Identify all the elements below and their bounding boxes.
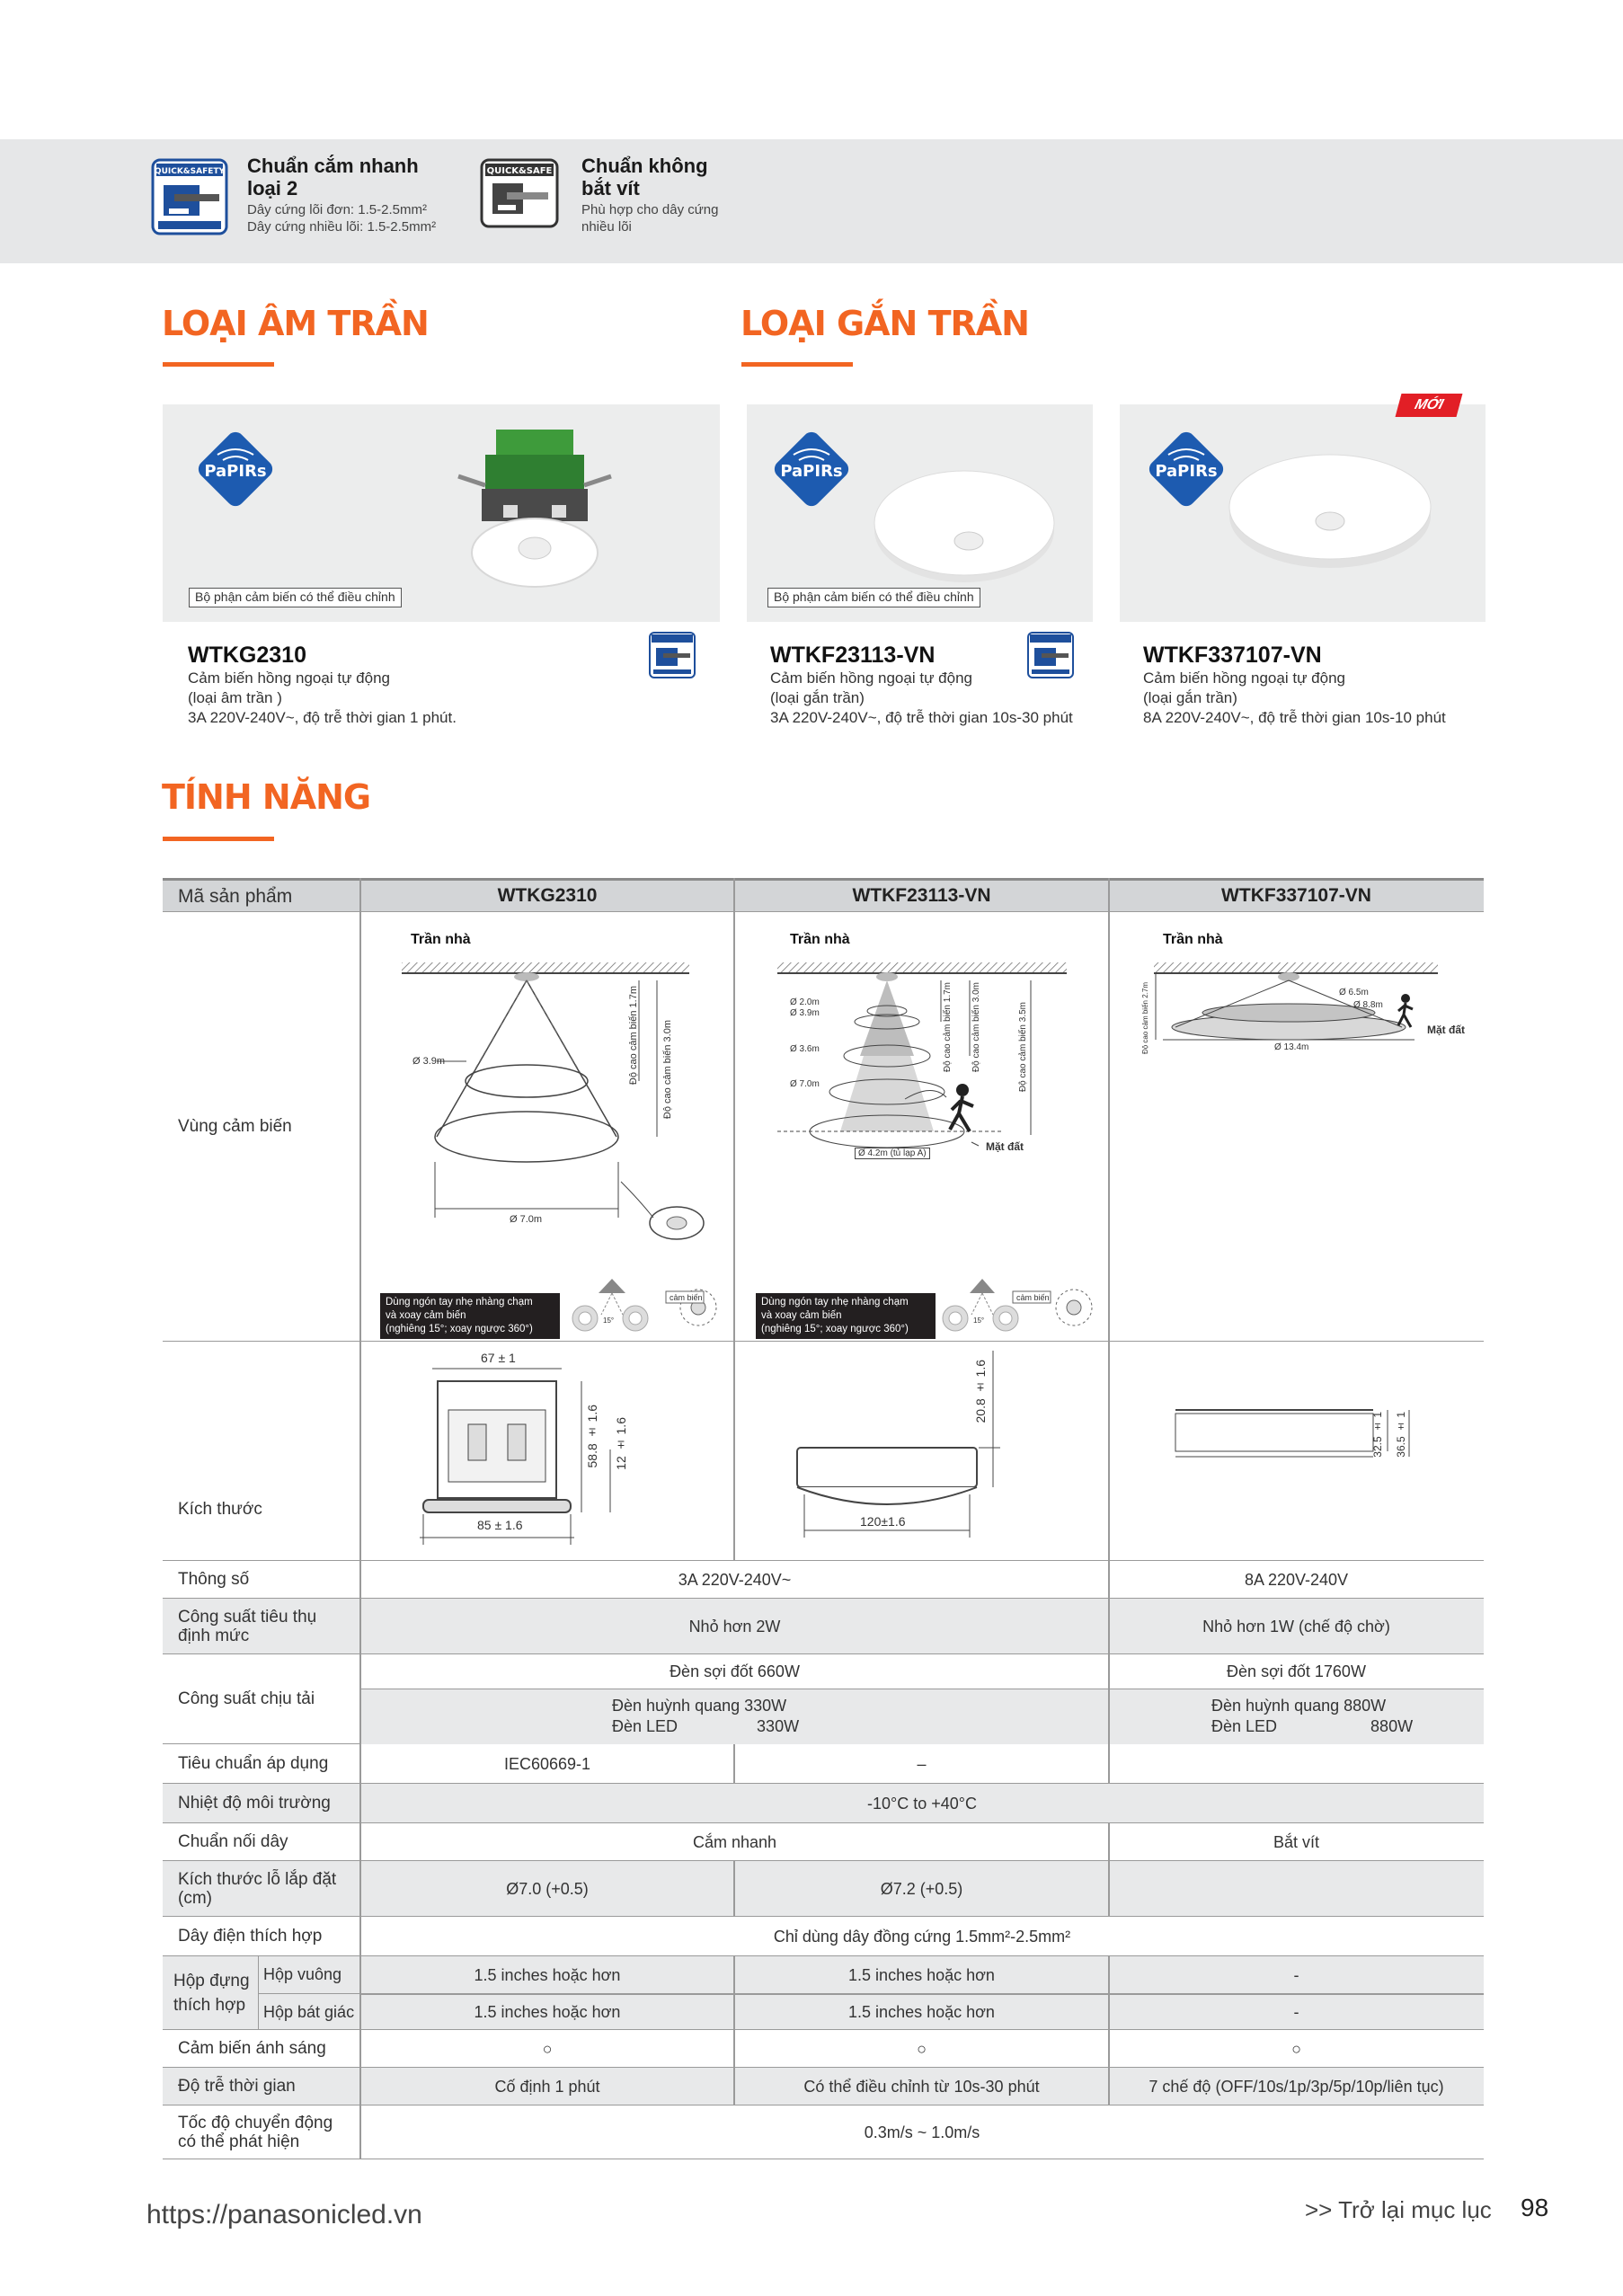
radius-label: Ø 6.5m bbox=[1339, 988, 1369, 997]
box-type-octagonal: Hộp bát giác bbox=[258, 1993, 360, 2030]
column-divider bbox=[733, 878, 735, 1561]
column-divider bbox=[1108, 1823, 1110, 1917]
svg-text:PaPIRs: PaPIRs bbox=[1155, 462, 1218, 481]
page-number: 98 bbox=[1521, 2194, 1549, 2221]
badge1-title: Chuẩn cắm nhanh loại 2 bbox=[247, 155, 419, 199]
column-divider bbox=[1108, 878, 1110, 1784]
back-to-contents-link[interactable]: >> Trở lại mục lục bbox=[1305, 2196, 1492, 2223]
row-spec bbox=[163, 1561, 1484, 1599]
radius-label: Ø 7.0m bbox=[510, 1214, 543, 1225]
row-label: Công suất tiêu thụ định mức bbox=[178, 1607, 317, 1645]
table-header bbox=[163, 878, 1484, 912]
row-label: Độ trễ thời gian bbox=[178, 2077, 296, 2096]
header-col-3: WTKF337107-VN bbox=[1221, 885, 1371, 906]
product-desc: Cảm biến hồng ngoại tự động (loại gắn trần) 3A 220V-240V~, độ trễ thời gian 10s-30 phút bbox=[770, 669, 1073, 726]
cell-value: 1.5 inches hoặc hơn bbox=[474, 2002, 621, 2021]
dim-label: 20.8 ± 1.6 bbox=[973, 1360, 988, 1423]
height-label: Độ cao cảm biến 3.0m bbox=[662, 1020, 673, 1120]
row-temperature bbox=[163, 1784, 1484, 1823]
cell-value: – bbox=[917, 1754, 927, 1773]
product-image-recessed-sensor bbox=[431, 422, 638, 593]
cell-value: Đèn huỳnh quang 880W Đèn LED 880W bbox=[1211, 1697, 1414, 1735]
sensing-diagram-wtkf337107 bbox=[1109, 912, 1484, 1342]
radius-label: Ø 7.0m bbox=[790, 1079, 820, 1089]
header-label: Mã sản phẩm bbox=[178, 885, 293, 907]
row-connection bbox=[163, 1823, 1484, 1861]
cell-value: 7 chế độ (OFF/10s/1p/3p/5p/10p/liên tục) bbox=[1149, 2077, 1444, 2096]
row-rated-power bbox=[163, 1599, 1484, 1654]
height-label: Độ cao cảm biến 3.0m bbox=[971, 982, 981, 1073]
svg-text:PaPIRs: PaPIRs bbox=[204, 462, 267, 481]
product-name: WTKF23113-VN bbox=[770, 643, 936, 668]
row-box bbox=[163, 1956, 1484, 2030]
papirs-logo bbox=[1141, 424, 1231, 514]
section-underline bbox=[163, 837, 274, 841]
cell-value: ○ bbox=[917, 2039, 927, 2058]
cell-value: - bbox=[1293, 1965, 1299, 1984]
svg-text:QUICK&SAFE: QUICK&SAFE bbox=[486, 166, 553, 176]
dim-label: 32.5 ± 1 bbox=[1371, 1412, 1384, 1458]
cell-value: ○ bbox=[542, 2039, 553, 2058]
radius-label: Ø 3.9m bbox=[412, 1056, 446, 1067]
product-name: WTKG2310 bbox=[188, 643, 306, 668]
cell-value: Nhỏ hơn 2W bbox=[688, 1617, 781, 1636]
dim-label: 12 ± 1.6 bbox=[614, 1417, 628, 1470]
row-wire bbox=[163, 1917, 1484, 1956]
dim-label: 58.8 ± 1.6 bbox=[585, 1405, 599, 1468]
row-sensing-zone bbox=[163, 912, 1484, 1342]
dim-label: 85 ± 1.6 bbox=[477, 1518, 523, 1532]
cell-value: 1.5 inches hoặc hơn bbox=[848, 2002, 995, 2021]
ground-label: Mặt đất bbox=[1427, 1024, 1465, 1036]
cell-value: IEC60669-1 bbox=[503, 1754, 591, 1773]
row-label: Công suất chịu tải bbox=[178, 1689, 315, 1708]
cell-value: -10°C to +40°C bbox=[867, 1794, 977, 1813]
cell-value: Bắt vít bbox=[1273, 1832, 1320, 1851]
dim-label: 36.5 ± 1 bbox=[1395, 1412, 1407, 1458]
cell-value: Đèn huỳnh quang 330W Đèn LED 330W bbox=[612, 1697, 800, 1735]
row-label: Cảm biến ánh sáng bbox=[178, 2039, 326, 2058]
column-divider bbox=[1108, 1956, 1110, 2105]
column-divider bbox=[733, 1744, 735, 1784]
badge2-title: Chuẩn không bắt vít bbox=[581, 155, 708, 199]
cell-value: 1.5 inches hoặc hơn bbox=[848, 1965, 995, 1984]
row-label: Vùng cảm biến bbox=[178, 1117, 292, 1136]
cell-value: Đèn sợi đốt 1760W bbox=[1227, 1662, 1366, 1680]
column-divider bbox=[733, 1956, 735, 2105]
sensor-label: cảm biến bbox=[670, 1293, 703, 1302]
website-link[interactable]: https://panasonicled.vn bbox=[146, 2200, 422, 2230]
new-badge: MỚI bbox=[1396, 394, 1463, 417]
rotation-note: Dùng ngón tay nhẹ nhàng chạm và xoay cảm biến (nghiêng 15°; xoay ngược 360°) bbox=[756, 1293, 936, 1339]
feature-band bbox=[0, 139, 1623, 263]
height-label: Độ cao cảm biến 3.5m bbox=[1018, 1002, 1028, 1093]
height-label: Độ cao cảm biến 1.7m bbox=[943, 982, 953, 1073]
dim-label: 120±1.6 bbox=[860, 1514, 906, 1529]
dimension-drawing-wtkf23113 bbox=[734, 1342, 1109, 1561]
row-dimensions bbox=[163, 1342, 1484, 1561]
row-label: Kích thước bbox=[178, 1500, 262, 1519]
quick-safe-icon bbox=[480, 158, 559, 228]
section-title-features: TÍNH NĂNG bbox=[162, 777, 371, 817]
papirs-logo bbox=[767, 424, 856, 514]
cell-value: Nhỏ hơn 1W (chế độ chờ) bbox=[1202, 1617, 1390, 1636]
sensing-diagram-wtkf23113 bbox=[734, 912, 1109, 1342]
row-delay bbox=[163, 2068, 1484, 2105]
row-standard bbox=[163, 1744, 1484, 1784]
row-label: Dây điện thích hợp bbox=[178, 1927, 323, 1946]
product-image-surface-sensor-large bbox=[1224, 439, 1436, 573]
radius-label: Ø 2.0m bbox=[790, 997, 820, 1007]
radius-label: Ø 3.9m bbox=[790, 1008, 820, 1018]
section-underline bbox=[741, 362, 853, 367]
cell-value: 8A 220V-240V bbox=[1244, 1570, 1349, 1589]
radius-label: Ø 3.6m bbox=[790, 1044, 820, 1054]
row-label: Tốc độ chuyển động có thể phát hiện bbox=[178, 2113, 333, 2151]
dimension-drawing-wtkf337107 bbox=[1109, 1342, 1484, 1561]
product-image-surface-sensor bbox=[870, 460, 1059, 586]
radius-label: Ø 8.8m bbox=[1353, 1000, 1383, 1010]
ceiling-label: Trần nhà bbox=[790, 932, 850, 947]
product-name: WTKF337107-VN bbox=[1143, 643, 1322, 668]
product-desc: Cảm biến hồng ngoại tự động (loại âm trần ) 3A 220V-240V~, độ trễ thời gian 1 phút. bbox=[188, 669, 457, 726]
quick-safety-icon bbox=[1027, 632, 1074, 678]
sensing-diagram-wtkg2310 bbox=[360, 912, 734, 1342]
angle-label: 15° bbox=[603, 1316, 615, 1325]
cell-value: 3A 220V-240V~ bbox=[678, 1570, 792, 1589]
box-type-square: Hộp vuông bbox=[258, 1956, 360, 1993]
papirs-logo bbox=[191, 424, 280, 514]
section-underline bbox=[163, 362, 274, 367]
product-desc: Cảm biến hồng ngoại tự động (loại gắn trần) 8A 220V-240V~, độ trễ thời gian 10s-10 phút bbox=[1143, 669, 1446, 726]
cell-value: Chỉ dùng dây đồng cứng 1.5mm²-2.5mm² bbox=[773, 1927, 1071, 1946]
cell-value: 0.3m/s ~ 1.0m/s bbox=[864, 2123, 980, 2141]
svg-text:QUICK&SAFETY: QUICK&SAFETY bbox=[154, 167, 226, 176]
badge1-desc: Dây cứng lõi đơn: 1.5-2.5mm² Dây cứng nhiều lõi: 1.5-2.5mm² bbox=[247, 202, 437, 235]
row-hole-size bbox=[163, 1861, 1484, 1917]
row-load-capacity bbox=[163, 1654, 1484, 1744]
row-label: Hộp đựng thích hợp bbox=[173, 1972, 250, 2015]
header-col-2: WTKF23113-VN bbox=[852, 885, 991, 906]
cell-value: - bbox=[1293, 2002, 1299, 2021]
radius-label: Ø 13.4m bbox=[1274, 1042, 1309, 1052]
dimension-drawing-wtkg2310 bbox=[360, 1342, 734, 1561]
angle-label: 15° bbox=[973, 1316, 985, 1325]
row-label: Chuẩn nối dây bbox=[178, 1832, 288, 1851]
header-col-1: WTKG2310 bbox=[497, 885, 598, 906]
row-label: Nhiệt độ môi trường bbox=[178, 1794, 331, 1813]
row-label: Thông số bbox=[178, 1570, 250, 1589]
cell-value: Cắm nhanh bbox=[692, 1832, 777, 1851]
section-title-recessed: LOẠI ÂM TRẦN bbox=[162, 304, 429, 343]
row-speed bbox=[163, 2105, 1484, 2159]
section-title-surface: LOẠI GẮN TRẦN bbox=[741, 304, 1029, 343]
cell-value: 1.5 inches hoặc hơn bbox=[474, 1965, 621, 1984]
adjustable-sensor-label: Bộ phận cảm biến có thể điều chỉnh bbox=[767, 588, 980, 607]
cell-value: Có thể điều chỉnh từ 10s-30 phút bbox=[803, 2077, 1040, 2096]
rotation-note: Dùng ngón tay nhẹ nhàng chạm và xoay cảm biến (nghiêng 15°; xoay ngược 360°) bbox=[380, 1293, 560, 1339]
row-label: Kích thước lỗ lắp đặt (cm) bbox=[178, 1869, 337, 1908]
cell-value: Cố định 1 phút bbox=[494, 2077, 600, 2096]
cell-value: Ø7.0 (+0.5) bbox=[506, 1879, 589, 1898]
row-label: Tiêu chuẩn áp dụng bbox=[178, 1754, 329, 1773]
adjustable-sensor-label: Bộ phận cảm biến có thể điều chỉnh bbox=[189, 588, 402, 607]
column-divider bbox=[359, 878, 361, 2159]
svg-text:PaPIRs: PaPIRs bbox=[780, 462, 843, 481]
ceiling-label: Trần nhà bbox=[1163, 932, 1223, 947]
quick-safety-icon bbox=[649, 632, 696, 678]
cell-value: Đèn sợi đốt 660W bbox=[670, 1662, 800, 1680]
ground-label: Mặt đất bbox=[986, 1140, 1024, 1153]
height-label: Độ cao cảm biến 1.7m bbox=[628, 986, 639, 1086]
badge2-desc: Phù hợp cho dây cứng nhiều lõi bbox=[581, 202, 719, 235]
row-light-sensor bbox=[163, 2030, 1484, 2068]
cell-value: Ø7.2 (+0.5) bbox=[880, 1879, 963, 1898]
dim-label: 67 ± 1 bbox=[481, 1351, 516, 1365]
ceiling-label: Trần nhà bbox=[411, 932, 471, 947]
radius-label: Ø 4.2m (tủ lạp A) bbox=[855, 1148, 930, 1159]
sensor-label: cảm biến bbox=[1016, 1293, 1050, 1302]
column-divider bbox=[733, 1861, 735, 1917]
quick-safety-icon bbox=[151, 158, 228, 235]
cell-value: ○ bbox=[1291, 2039, 1301, 2058]
height-label: Độ cao cảm biến 2.7m bbox=[1141, 982, 1149, 1055]
